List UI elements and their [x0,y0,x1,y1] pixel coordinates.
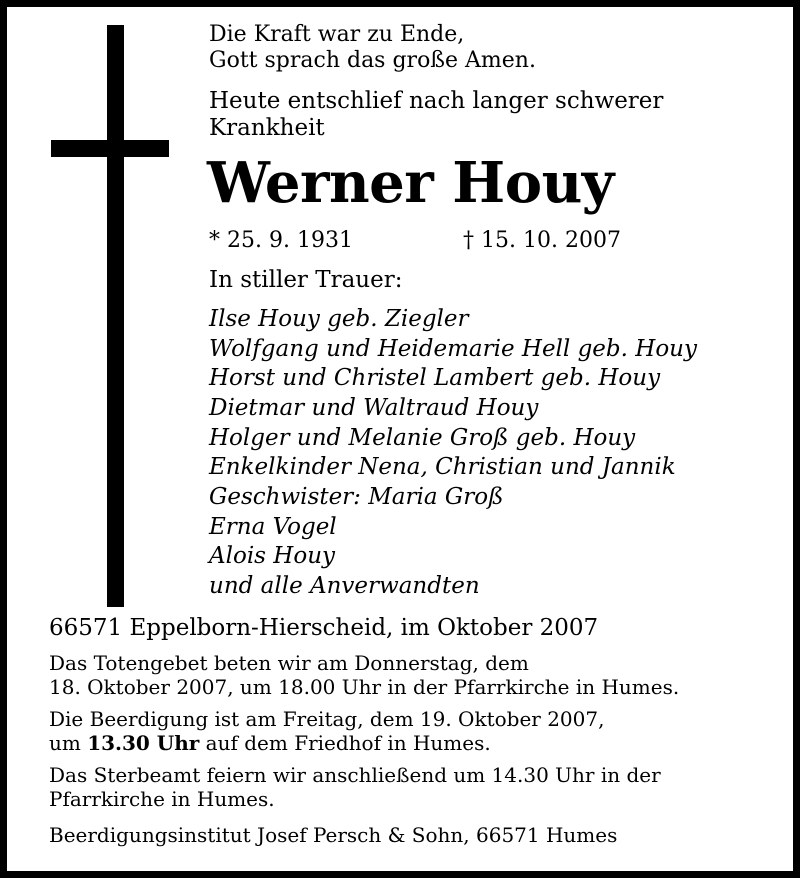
mourner-line: Erna Vogel [209,514,337,540]
mass-line-2: Pfarrkirche in Humes. [49,787,275,811]
mourner-line: Geschwister: Maria Groß [209,484,504,510]
prayer-line-1: Das Totengebet beten wir am Donnerstag, dem [49,651,529,675]
death-date: † 15. 10. 2007 [463,228,621,253]
mourner-line: Dietmar und Waltraud Houy [209,395,539,421]
cross-icon-bar [51,140,169,157]
mourner-line: Ilse Houy geb. Ziegler [209,306,469,332]
mourner-line: Enkelkinder Nena, Christian und Jannik [209,454,676,480]
mass-line-1: Das Sterbeamt feiern wir anschließend um 14.30 Uhr in der [49,763,661,787]
place-date: 66571 Eppelborn-Hierscheid, im Oktober 2007 [49,615,599,641]
poem-line-2: Gott sprach das große Amen. [209,48,536,73]
burial-time: 13.30 Uhr [87,731,200,755]
burial-line-1: Die Beerdigung ist am Freitag, dem 19. Oktober 2007, [49,707,605,731]
mourner-line: Horst und Christel Lambert geb. Houy [209,365,661,391]
prayer-line-2: 18. Oktober 2007, um 18.00 Uhr in der Pfarrkirche in Humes. [49,675,680,699]
mourner-line: und alle Anverwandten [209,573,480,599]
burial-line-2 [49,733,491,753]
intro-line-2: Krankheit [209,115,325,141]
burial-prefix: um [49,731,88,755]
poem-line-1: Die Kraft war zu Ende, [209,22,465,47]
burial-suffix: auf dem Friedhof in Humes. [199,731,491,755]
deceased-name: Werner Houy [207,150,614,216]
intro-line-1: Heute entschlief nach langer schwerer [209,88,664,114]
mourner-line: Wolfgang und Heidemarie Hell geb. Houy [209,336,697,362]
mourner-line: Holger und Melanie Groß geb. Houy [209,425,636,451]
birth-date: * 25. 9. 1931 [209,228,353,253]
mourners-heading: In stiller Trauer: [209,267,403,293]
undertaker: Beerdigungsinstitut Josef Persch & Sohn, 66571 Humes [49,823,618,847]
mourner-line: Alois Houy [209,543,335,569]
cross-icon [107,25,124,607]
